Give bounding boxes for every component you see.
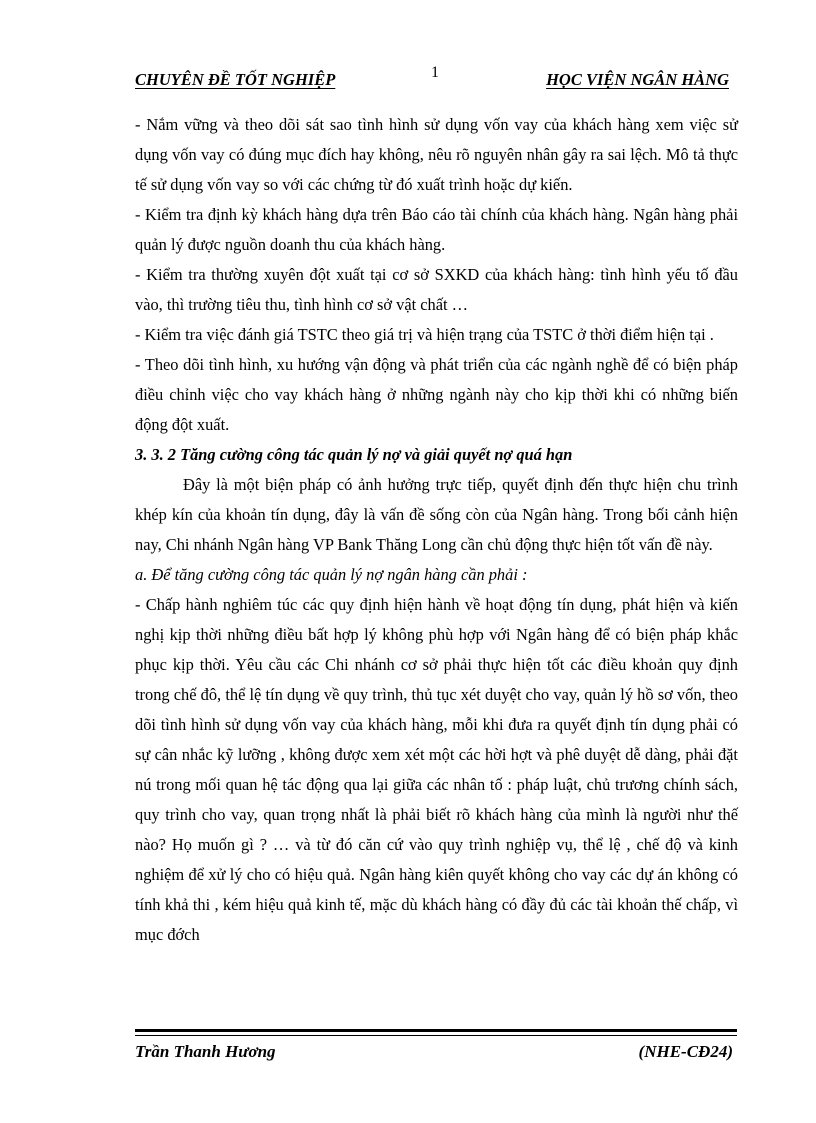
footer-author: Trần Thanh Hương [135,1042,276,1061]
subheading: a. Để tăng cường công tác quản lý nợ ngân hàng cần phải : [135,565,528,584]
section-paragraph: Đây là một biện pháp có ảnh hưởng trực tiếp, quyết định đến thực hiện chu trình khép kín của khoản tín dụng, đây là vấn đề sống còn của Ngân hàng. Trong bối cảnh hiện nay, Chi nhánh Ngân hàng VP Bank Thăng Long cần chủ động thực hiện tốt vấn đề này. [135,475,738,554]
page-number: 1 [431,64,439,81]
body-paragraph-1: - Nắm vững và theo dõi sát sao tình hình sử dụng vốn vay của khách hàng xem việc sử dụng vốn vay có đúng mục đích hay không, nêu rõ nguyên nhân gây ra sai lệch. Mô tả thực tế sử dụng vốn vay so với các chứng từ đó xuất trình hoặc dự kiến. [135,115,738,194]
body-paragraph-2: - Kiểm tra định kỳ khách hàng dựa trên Báo cáo tài chính của khách hàng. Ngân hàng phải quản lý được nguồn doanh thu của khách hàng. [135,205,738,254]
header-thesis-title: CHUYÊN ĐỀ TỐT NGHIỆP [135,70,336,89]
document-body [135,110,738,950]
section-heading: 3. 3. 2 Tăng cường công tác quản lý nợ và giải quyết nợ quá hạn [135,445,573,464]
page-footer [135,1042,737,1070]
footer-rule-thick [135,1029,737,1032]
body-paragraph-5: - Theo dõi tình hình, xu hướng vận động và phát triển của các ngành nghề để có biện pháp điều chỉnh việc cho vay khách hàng ở những ngành này cho kịp thời khi có những biến động đột xuất. [135,355,738,434]
body-paragraph-3: - Kiểm tra thường xuyên đột xuất tại cơ sở SXKD của khách hàng: tình hình yếu tố đầu vào, thì trường tiêu thu, tình hình cơ sở vật chất … [135,265,738,314]
footer-class-code: (NHE-CĐ24) [638,1042,733,1061]
header-institution: HỌC VIỆN NGÂN HÀNG [546,70,729,89]
footer-rule-thin [135,1035,737,1036]
body-paragraph-4: - Kiểm tra việc đánh giá TSTC theo giá trị và hiện trạng của TSTC ở thời điểm hiện tại . [135,325,714,344]
sub-paragraph: - Chấp hành nghiêm túc các quy định hiện hành về hoạt động tín dụng, phát hiện và kiến nghị kịp thời những điều bất hợp lý không phù hợp với Ngân hàng để có biện pháp khắc phục kịp thời. Yêu cầu các Chi nhánh cơ sở phải thực hiện tốt các điều khoản quy định trong chế đô, thể lệ tín dụng về quy trình, thủ tục xét duyệt cho vay, quản lý hồ sơ vốn, theo dõi tình hình sử dụng vốn vay của khách hàng, mỗi khi đưa ra quyết định tín dụng phải có sự cân nhắc kỹ lưỡng , không được xem xét một các hời hợt và phê duyệt dễ dàng, phải đặt nú trong mối quan hệ tác động qua lại giữa các nhân tố : pháp luật, chủ trương chính sách, quy trình cho vay, quan trọng nhất là phải biết rõ khách hàng của mình là người như thế nào? Họ muốn gì ? … và từ đó căn cứ vào quy trình nghiệp vụ, thể lệ , chế độ và kinh nghiệm để xử lý cho có hiệu quả. Ngân hàng kiên quyết không cho vay các dự án không có tính khả thi , kém hiệu quả kinh tế, mặc dù khách hàng có đầy đủ các tài khoản thế chấp, vì mục đớch [135,595,738,944]
page-header [135,64,733,94]
